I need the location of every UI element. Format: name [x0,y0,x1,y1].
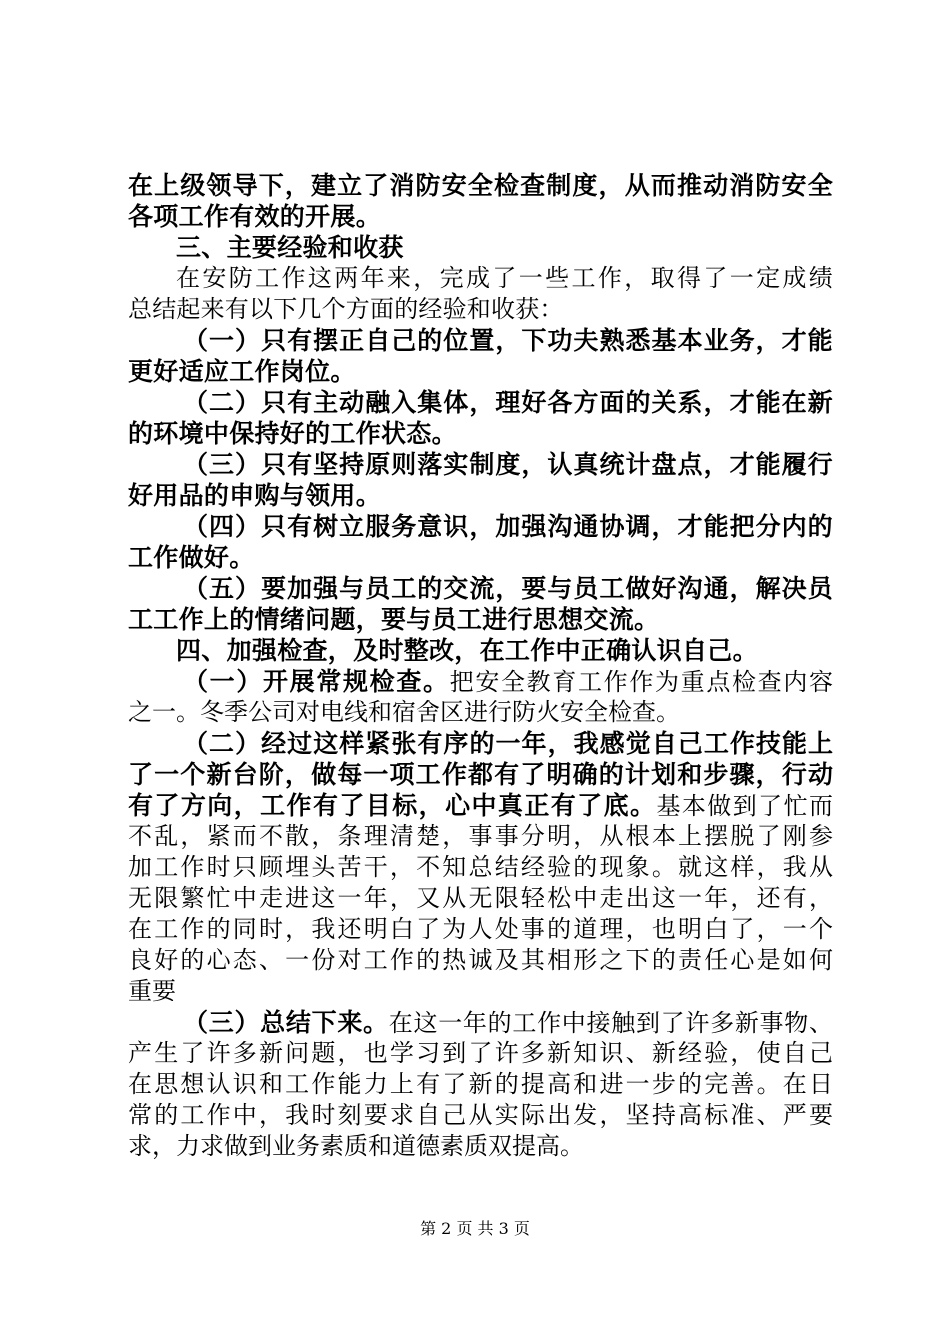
text-line: （四）只有树立服务意识，加强沟通协调，才能把分内的 [183,512,833,541]
text-line [128,666,833,697]
text-line: （三）只有坚持原则落实制度，认真统计盘点，才能履行 [183,450,833,479]
text-line [128,1038,833,1069]
text-line [128,759,833,790]
text-line: 工工作上的情绪问题，要与员工进行思想交流。 [128,605,660,634]
text-line: （二）只有主动融入集体，理好各方面的关系，才能在新 [183,388,833,417]
text-line [128,728,833,759]
regular-text: 之一。冬季公司对电线和宿舍区进行防火安全检查。 [128,698,680,726]
page-footer: 第 2 页 共 3 页 [420,1219,530,1238]
text-line: 三、主要经验和收获 [176,233,404,262]
regular-text: 良好的心态、一份对工作的热诚及其相形之下的责任心是如何 [128,946,833,974]
regular-text: 不乱，紧而不散，条理清楚，事事分明，从根本上摆脱了刚参 [128,822,833,850]
text-line: 四、加强检查，及时整改，在工作中正确认识自己。 [176,636,758,665]
text-line [128,790,833,821]
text-line [128,945,833,976]
text-line [128,1131,833,1162]
text-line [128,697,833,728]
regular-text: 基本做到了忙而 [656,792,833,820]
text-line [128,1007,833,1038]
text-line [128,1069,833,1100]
text-line: 在安防工作这两年来，完成了一些工作，取得了一定成绩 [176,264,833,292]
text-line: 的环境中保持好的工作状态。 [128,419,457,448]
text-line [128,1100,833,1131]
regular-text: 加工作时只顾埋头苦干，不知总结经验的现象。就这样，我从 [128,853,833,881]
bold-text: （二）经过这样紧张有序的一年，我感觉自己工作技能上 [183,729,833,758]
text-line: 好用品的申购与领用。 [128,481,382,510]
text-line [128,976,833,1007]
regular-text: 在工作的同时，我还明白了为人处事的道理，也明白了，一个 [128,915,833,943]
text-line: （五）要加强与员工的交流，要与员工做好沟通，解决员 [183,574,833,603]
regular-text: 在思想认识和工作能力上有了新的提高和进一步的完善。在日 [128,1070,833,1098]
text-line [128,821,833,852]
bold-text: 了一个新台阶，做每一项工作都有了明确的计划和步骤，行动 [128,760,833,789]
text-line: 总结起来有以下几个方面的经验和收获： [128,295,564,323]
regular-text: 在这一年的工作中接触到了许多新事物、 [388,1009,833,1037]
bold-text: （三）总结下来。 [183,1008,389,1037]
document-body [128,170,833,1162]
text-line: 各项工作有效的开展。 [128,202,382,231]
regular-text: 重要 [128,977,176,1005]
regular-text: 把安全教育工作作为重点检查内容 [449,668,833,696]
regular-text: 无限繁忙中走进这一年，又从无限轻松中走出这一年，还有， [128,884,833,912]
bold-text: 有了方向，工作有了目标，心中真正有了底。 [128,791,657,820]
text-line [128,914,833,945]
paragraph-block-2 [128,666,833,1162]
text-line: 工作做好。 [128,543,255,572]
text-line: 在上级领导下，建立了消防安全检查制度，从而推动消防安全 [128,171,833,200]
regular-text: 求，力求做到业务素质和道德素质双提高。 [128,1132,584,1160]
text-line: 更好适应工作岗位。 [128,357,356,386]
paragraph-block-1 [128,170,833,666]
regular-text: 产生了许多新问题，也学习到了许多新知识、新经验，使自己 [128,1039,833,1067]
bold-text: （一）开展常规检查。 [183,667,450,696]
text-line [128,852,833,883]
text-line: （一）只有摆正自己的位置，下功夫熟悉基本业务，才能 [183,326,833,355]
regular-text: 常的工作中，我时刻要求自己从实际出发，坚持高标准、严要 [128,1101,833,1129]
text-line [128,883,833,914]
